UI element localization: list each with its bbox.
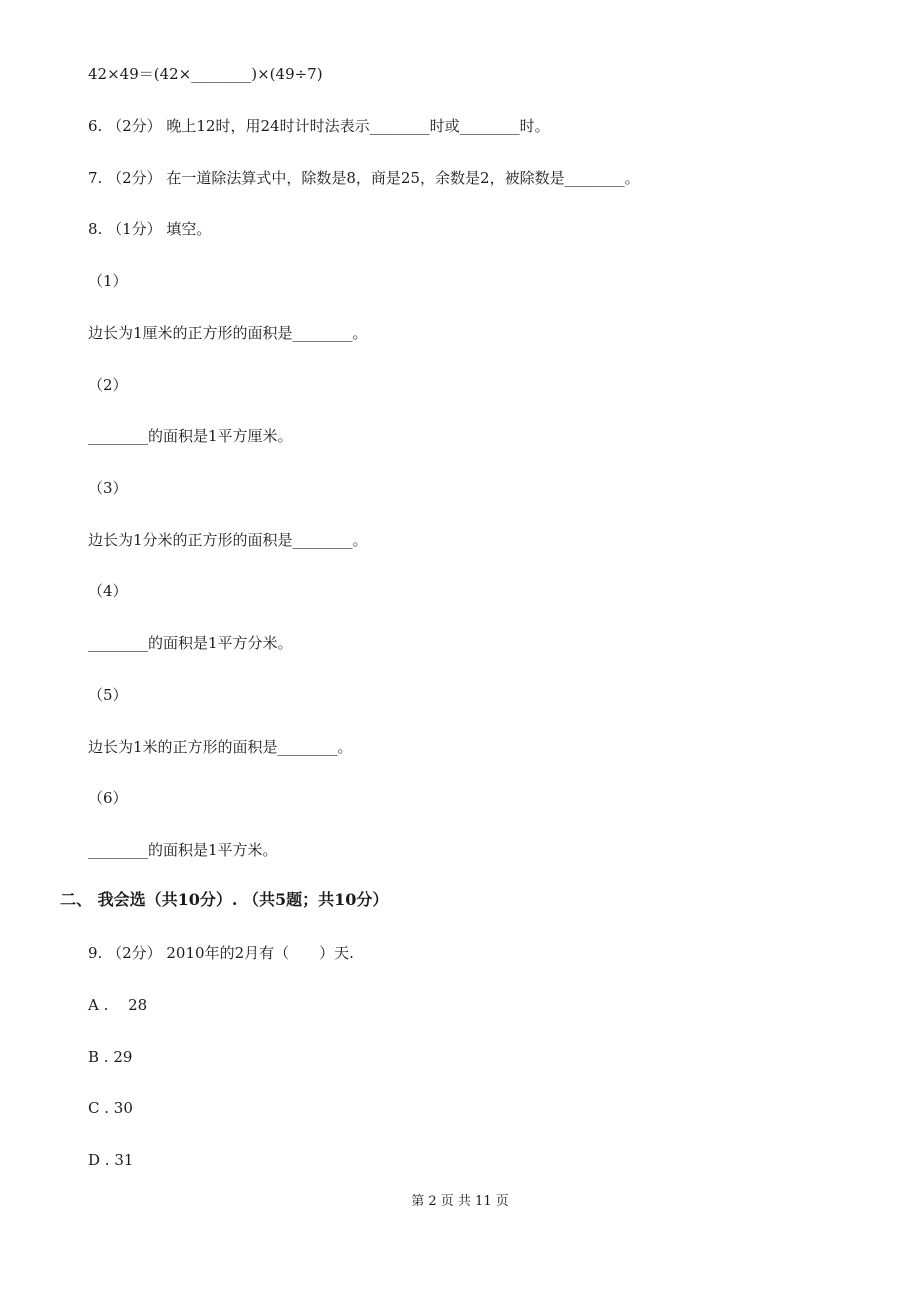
subquestion-number: （5） [88,686,128,704]
subquestion-number: （2） [88,376,128,394]
subquestion-number: （1） [88,272,128,290]
question-6: 6. （2分） 晚上12时，用24时计时法表示________时或________时。 [88,117,550,135]
subquestion-text: 边长为1米的正方形的面积是________。 [88,738,353,756]
subquestion-number: （3） [88,479,128,497]
question-7: 7. （2分） 在一道除法算式中，除数是8，商是25，余数是2，被除数是________。 [88,169,640,187]
subquestion-text: ________的面积是1平方厘米。 [88,427,293,445]
question-9: 9. （2分） 2010年的2月有（ ）天. [88,944,354,962]
option-a: A . 28 [88,996,148,1014]
option-d: D . 31 [88,1151,134,1169]
subquestion-text: ________的面积是1平方分米。 [88,634,293,652]
section-heading: 二、 我会选（共10分）. （共5题；共10分） [60,890,389,909]
subquestion-text: 边长为1分米的正方形的面积是________。 [88,531,368,549]
subquestion-text: ________的面积是1平方米。 [88,841,278,859]
page-footer: 第 2 页 共 11 页 [411,1194,509,1209]
question-8: 8. （1分） 填空。 [88,220,212,238]
equation-line: 42×49＝(42×________)×(49÷7) [88,65,323,83]
option-b: B . 29 [88,1048,133,1066]
subquestion-text: 边长为1厘米的正方形的面积是________。 [88,324,368,342]
subquestion-number: （6） [88,789,128,807]
subquestion-number: （4） [88,582,128,600]
option-c: C . 30 [88,1099,133,1117]
